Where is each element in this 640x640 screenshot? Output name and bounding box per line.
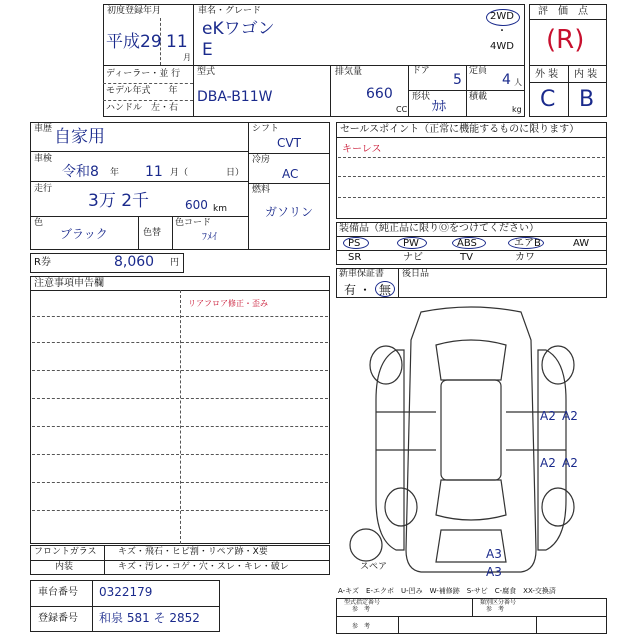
drive-2wd: 2WD bbox=[490, 11, 514, 22]
km-unit: km bbox=[213, 204, 227, 214]
wheel-front-left bbox=[370, 346, 402, 384]
grade-title: 評 価 点 bbox=[538, 6, 588, 17]
equip-navi: ナビ bbox=[403, 252, 423, 263]
mileage-label: 走行 bbox=[34, 184, 53, 194]
fuel-value: ガソリン bbox=[265, 205, 314, 219]
car-damage-diagram bbox=[336, 300, 607, 585]
equip-tv: TV bbox=[460, 252, 473, 263]
divider bbox=[30, 151, 248, 152]
category-label: 車歴 bbox=[34, 124, 53, 134]
color-value: ブラック bbox=[60, 227, 108, 241]
recycle-value: 8,060 bbox=[114, 254, 155, 270]
ac-value: AC bbox=[282, 167, 299, 181]
equip-sr: SR bbox=[348, 252, 362, 263]
reference-label: 参 考 bbox=[352, 623, 371, 630]
notes-item: リアフロア修正・歪み bbox=[188, 299, 268, 308]
divider bbox=[536, 616, 537, 634]
reg-value: 和泉 581 そ 2852 bbox=[99, 611, 200, 625]
color-code-label: 色コード bbox=[175, 218, 212, 228]
first-registration-label: 初度登録年月 bbox=[107, 6, 162, 16]
exterior-grade: C bbox=[540, 87, 556, 112]
sales-point-item: キーレス bbox=[342, 144, 382, 155]
class-label: 類別区分番号 bbox=[480, 599, 517, 606]
shift-label: シフト bbox=[252, 124, 280, 134]
divider bbox=[193, 4, 194, 66]
divider bbox=[103, 100, 193, 101]
divider bbox=[398, 268, 399, 298]
interior-label: 内装 bbox=[55, 562, 74, 572]
color-change-label: 色替 bbox=[143, 228, 162, 238]
divider bbox=[180, 290, 181, 544]
shift-value: CVT bbox=[277, 136, 301, 150]
month-unit: 月 bbox=[183, 53, 191, 62]
divider bbox=[330, 65, 331, 117]
color-code-value: ﾌﾒｲ bbox=[202, 232, 217, 243]
front-glass-value: キズ・飛石・ヒビ割・リペア跡・X要 bbox=[118, 547, 268, 557]
year-unit: 年 bbox=[110, 168, 120, 178]
dotted-line bbox=[32, 316, 328, 317]
recycle-label: R券 bbox=[34, 257, 51, 268]
type-label: 型式 bbox=[197, 67, 216, 77]
reference-label: 参 考 bbox=[352, 606, 371, 613]
car-name: eKワゴン bbox=[202, 19, 275, 39]
wheel-front-right bbox=[542, 346, 574, 384]
model-year-label: モデル年式 年 bbox=[106, 86, 178, 96]
inspection-label: 車検 bbox=[34, 154, 53, 164]
damage-mark: A2 bbox=[562, 409, 578, 423]
inspection-month: 11 bbox=[145, 164, 163, 180]
divider bbox=[336, 616, 607, 617]
equipment-title: 装備品（純正品に限りⓄをつけてください） bbox=[339, 223, 539, 234]
drive-4wd: 4WD bbox=[490, 41, 514, 52]
color-label: 色 bbox=[34, 218, 44, 228]
month-unit: 月（ bbox=[170, 168, 189, 178]
chassis-value: 0322179 bbox=[99, 585, 153, 599]
shape-value: ｶﾎ bbox=[432, 99, 446, 115]
door-label: ドア bbox=[412, 66, 430, 76]
exterior-label: 外 装 bbox=[535, 69, 559, 80]
damage-mark: A3 bbox=[486, 565, 502, 579]
damage-codes: A-キズ E-エクボ U-凹み W-補修跡 S-サビ C-腐食 XX-交換済 bbox=[338, 587, 556, 595]
divider bbox=[466, 65, 467, 117]
equip-airbag: エアB bbox=[514, 238, 541, 249]
capacity-value: 4 bbox=[502, 72, 511, 88]
divider bbox=[193, 65, 194, 117]
dotted-line bbox=[32, 426, 328, 427]
grade-value: E bbox=[202, 40, 213, 60]
damage-mark: A2 bbox=[562, 456, 578, 470]
interior-label: 内 装 bbox=[574, 69, 598, 80]
divider bbox=[472, 598, 473, 616]
front-glass-label: フロントガラス bbox=[34, 547, 97, 557]
name-grade-label: 車名・グレード bbox=[198, 6, 262, 16]
divider bbox=[336, 137, 607, 138]
divider bbox=[336, 250, 607, 251]
spare-label: スペア bbox=[360, 562, 388, 572]
mileage-sub: 600 bbox=[185, 198, 208, 212]
divider bbox=[568, 65, 569, 117]
sales-points-title: セールスポイント（正常に機能するものに限ります） bbox=[340, 124, 580, 135]
divider bbox=[30, 216, 248, 217]
damage-mark: A2 bbox=[540, 456, 556, 470]
grade-score: (R) bbox=[546, 25, 585, 55]
load-label: 積載 bbox=[469, 92, 488, 102]
capacity-label: 定員 bbox=[469, 66, 488, 76]
dotted-line bbox=[32, 482, 328, 483]
dealer-label: ディーラー・並 行 bbox=[106, 69, 181, 79]
back-items-label: 後日品 bbox=[402, 269, 430, 279]
equip-abs: ABS bbox=[457, 238, 477, 249]
type-value: DBA-B11W bbox=[197, 89, 273, 105]
equip-pw: PW bbox=[403, 238, 419, 249]
reg-label: 登録番号 bbox=[38, 613, 78, 624]
dotted-line bbox=[32, 510, 328, 511]
divider bbox=[30, 560, 330, 561]
warranty-no: 無 bbox=[379, 283, 392, 297]
car-roof bbox=[441, 380, 501, 480]
reference-label: 参 考 bbox=[486, 606, 505, 613]
divider bbox=[408, 65, 409, 117]
car-rear-window bbox=[436, 480, 506, 520]
category-value: 自家用 bbox=[54, 127, 105, 147]
chassis-label: 車台番号 bbox=[38, 587, 78, 598]
first-registration-era: 平成29 bbox=[106, 32, 162, 52]
divider bbox=[138, 216, 139, 250]
drive-dot: ・ bbox=[497, 26, 507, 37]
divider bbox=[248, 122, 249, 250]
equip-leather: カワ bbox=[515, 252, 535, 263]
divider bbox=[529, 19, 607, 20]
divider bbox=[172, 216, 173, 250]
equip-aw: AW bbox=[573, 238, 590, 249]
dotted-line bbox=[32, 454, 328, 455]
first-registration-month: 11 bbox=[166, 32, 188, 52]
divider bbox=[103, 83, 193, 84]
yen-unit: 円 bbox=[170, 258, 180, 268]
handle-label: ハンドル 左・右 bbox=[106, 103, 179, 113]
cc-unit: CC bbox=[396, 105, 408, 114]
warranty-label: 新車保証書 bbox=[339, 269, 385, 279]
divider bbox=[104, 545, 105, 575]
wheel-rear-left bbox=[385, 488, 417, 526]
inspection-year: 令和8 bbox=[62, 164, 99, 180]
car-top-outline bbox=[406, 307, 536, 572]
divider bbox=[30, 181, 248, 182]
fuel-label: 燃料 bbox=[252, 185, 271, 195]
notes-title: 注意事項申告欄 bbox=[34, 278, 104, 289]
dotted-line bbox=[338, 176, 605, 177]
dotted-line bbox=[32, 370, 328, 371]
divider bbox=[408, 90, 525, 91]
displacement-value: 660 bbox=[366, 86, 393, 102]
equip-ps: PS bbox=[348, 238, 361, 249]
dotted-line bbox=[32, 398, 328, 399]
capacity-unit: 人 bbox=[514, 78, 522, 87]
divider bbox=[30, 606, 220, 607]
warranty-dot: ・ bbox=[359, 283, 372, 297]
dotted-line bbox=[32, 342, 328, 343]
dotted-line bbox=[338, 157, 605, 158]
car-windshield bbox=[436, 340, 506, 380]
wheel-rear-right bbox=[542, 488, 574, 526]
day-unit: 日） bbox=[226, 168, 245, 178]
divider bbox=[92, 580, 93, 632]
divider bbox=[103, 65, 525, 66]
damage-mark: A3 bbox=[486, 547, 502, 561]
recycle-box bbox=[30, 253, 184, 273]
dotted-line bbox=[338, 197, 605, 198]
type-cert-label: 型式指定番号 bbox=[344, 599, 381, 606]
divider bbox=[248, 183, 330, 184]
interior-grade: B bbox=[579, 87, 595, 112]
mileage-value: 3万 2千 bbox=[88, 191, 150, 211]
interior-value: キズ・汚レ・コゲ・穴・スレ・キレ・破レ bbox=[118, 562, 289, 572]
divider bbox=[398, 616, 399, 634]
ac-label: 冷房 bbox=[252, 155, 271, 165]
displacement-label: 排気量 bbox=[335, 67, 363, 77]
divider bbox=[248, 153, 330, 154]
spare-tire bbox=[350, 529, 382, 561]
door-value: 5 bbox=[453, 72, 462, 88]
kg-unit: kg bbox=[512, 105, 522, 114]
warranty-yes: 有 bbox=[344, 283, 357, 297]
damage-mark: A2 bbox=[540, 409, 556, 423]
shape-label: 形状 bbox=[412, 92, 431, 102]
